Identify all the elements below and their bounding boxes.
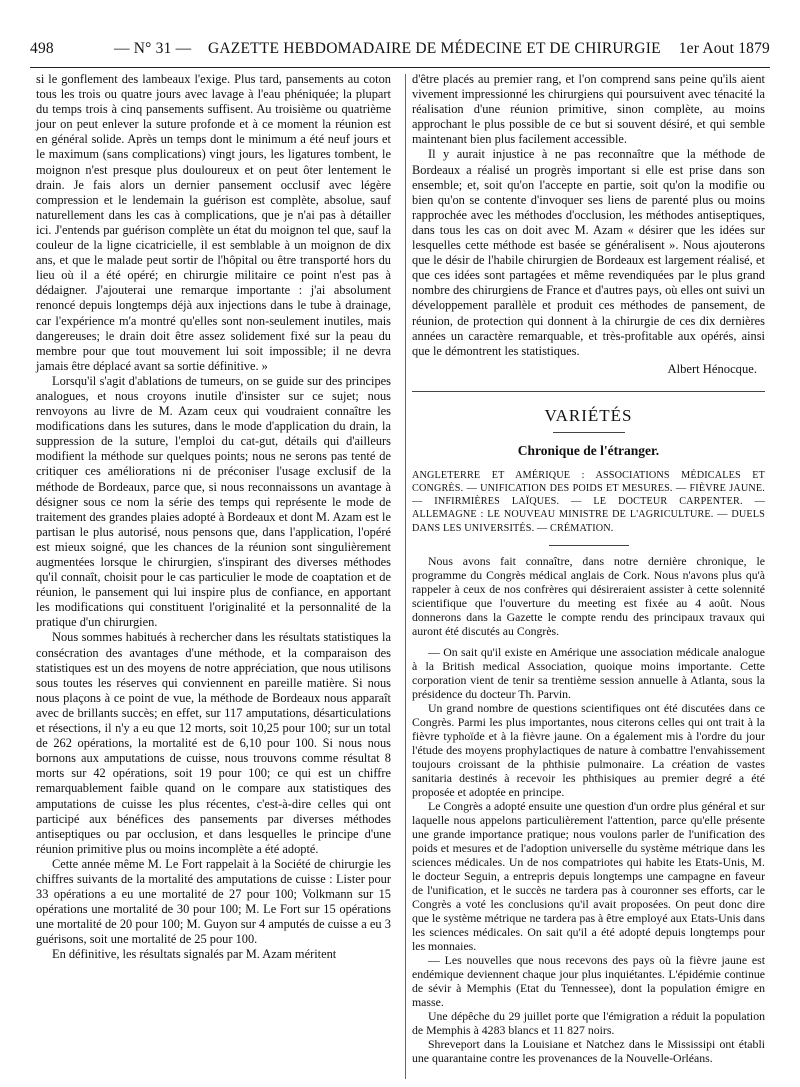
left-column — [36, 72, 391, 963]
header-rule — [30, 67, 770, 68]
running-header — [30, 40, 770, 64]
column-divider — [405, 74, 406, 1079]
paragraph: Cette année même M. Le Fort rappelait à la Société de chirurgie les chiffres suivants de la mortalité des amputations de cuisse : Lister pour 33 opérations a eu une mortalité de 27 pour 100; Volkmann sur 15 opérations une mortalité de 30 pour 100; M. Le Fort sur 15 opérations une mortalité de 20 pour 100; M. Guyon sur 4 amputés de cuisse a eu 3 guérisons, soit une mortalité de 25 pour 100. — [36, 856, 391, 947]
paragraph: Nous avons fait connaître, dans notre dernière chronique, le programme du Congrès médical anglais de Cork. Nous n'avons plus qu'à rappeler à ceux de nos confrères qui désireraient assister à cette solennité scientifique que l'ouverture du meeting est fixée au 4 août. Nous donnerons dans la Gazette le compte rendu des principaux travaux qui auront été discutés au Congrès. — [412, 553, 765, 638]
paragraph: Une dépêche du 29 juillet porte que l'émigration a réduit la population de Memphis à 4283 blancs et 11 827 noirs. — [412, 1008, 765, 1037]
paragraph: d'être placés au premier rang, et l'on comprend sans peine qu'ils aient vivement impressionné les chirurgiens qui poursuivent avec ténacité la réalisation d'une réunion primitive, sinon complète, au moins approchant le plus possible de ce but si souvent désiré, et qui semble maintenant bien plus facilement accessible. — [412, 72, 765, 147]
section-title-varietes: VARIÉTÉS — [544, 405, 633, 425]
journal-title: GAZETTE HEBDOMADAIRE DE MÉDECINE ET DE CHIRURGIE — [208, 40, 661, 57]
paragraph: Le Congrès a adopté ensuite une question d'un ordre plus général et sur laquelle nous appelons particulièrement l'attention, parce qu'elle présente une grande importance pratique; nous voulons parler de l'unification des poids et mesures et de l'adoption universelle du système métrique dans les sciences médicales. Un de nos compatriotes qui habite les Etats-Unis, M. le docteur Seguin, a entrepris depuis longtemps une campagne en faveur de l'unification, et le succès ne tardera pas à couronner ses efforts, car le Congrès a voté les conclusions qu'il avait proposées. On peut donc dire que le système métrique ne tardera pas à être employé aux Etats-Unis dans les sciences médicales. On sait qu'il a été adopté depuis longtemps pour les monnaies. — [412, 798, 765, 953]
right-column — [412, 72, 765, 1065]
author-signature: Albert Hénocque. — [667, 361, 757, 376]
chronique-summary: ANGLETERRE ET AMÉRIQUE : ASSOCIATIONS MÉDICALES ET CONGRÈS. — UNIFICATION DES POIDS ET MESURES. — FIÈVRE JAUNE. — INFIRMIÈRES LAÏQUES. — LE DOCTEUR CARPENTER. — ALLEMAGNE : LE NOUVEAU MINISTRE DE L'AGRICULTURE. — DUELS DANS LES UNIVERSITÉS. — CRÉMATION. — [412, 469, 765, 534]
paragraph: — On sait qu'il existe en Amérique une association médicale analogue à la British medical Association, quoique moins importante. Cette corporation vient de tenir sa trentième session annuelle à Atlanta, sous la présidence du docteur Th. Parvin. — [412, 644, 765, 701]
title-rule — [553, 432, 625, 433]
paragraph: — Les nouvelles que nous recevons des pays où la fièvre jaune est endémique deviennent chaque jour plus inquiétantes. L'épidémie continue de sévir à Memphis (Etat du Tennessee), dont la population émigre en masse. — [412, 952, 765, 1009]
paragraph: Un grand nombre de questions scientifiques ont été discutées dans ce Congrès. Parmi les plus importantes, nous citerons celles qui ont trait à la fièvre typhoïde et à la fièvre jaune. On a également mis à l'ordre du jour l'étude des moyens prophylactiques de nature à combattre l'envahissement toujours croissant de la phthisie pulmonaire. La création de vastes sanitaria destinés à recevoir les phthisiques au premier degré a été proposée et adoptée en principe. — [412, 700, 765, 799]
page-number: 498 — [30, 40, 54, 57]
summary-rule — [549, 545, 629, 546]
paragraph: Lorsqu'il s'agit d'ablations de tumeurs, on se guide sur des principes analogues, et nous croyons inutile d'insister sur ce sujet; nous renvoyons au livre de M. Azam ceux qui voudraient connaître les modifications dans les sutures, dans le mode d'application du drain, la suppression de la suture, l'emploi du cat-gut, détails qui d'ailleurs modifient la méthode sur quelques points; nous ne serons pas tenté de critiquer ces améliorations ni de préconiser l'usage exclusif de la méthode de Bordeaux, parce que, si nous reconnaissons un avantage à désigner sous ce nom la série des temps qui représente le mode de traitement des grandes plaies adopté à Bordeaux et dont M. Azam est le partisan le plus autorisé, nous pensons que, dans l'application, l'opéré est mieux soigné, que les chances de la réunion sont singulièrement augmentées lorsque le chirurgien, s'inspirant des diverses méthodes qu'il connaît, choisit pour le cas particulier le mode de coaptation et de réunion, le pansement qui lui inspire plus de confiance, en apportant les modifications qui constituent l'originalité et la personnalité de la pratique d'un chirurgien. — [36, 373, 391, 630]
paragraph: En définitive, les résultats signalés par M. Azam méritent — [52, 947, 337, 962]
paragraph: Nous sommes habitués à rechercher dans les résultats statistiques la consécration des avantages d'une méthode, et la comparaison des statistiques est un des moyens de notre appréciation, que nous utilisons sous toutes les réserves qui conviennent en pareille matière. Si nous nous plaçons à ce point de vue, la méthode de Bordeaux nous apparaît avec de brillants succès; en effet, sur 117 amputations, désarticulations et résections, il n'y a eu que 12 morts, soit 10,25 pour 100; sur un total de 262 opérations, la mortalité est de 6,10 pour 100. Si nous nous bornons aux amputations de cuisse, nous trouvons comme résultat 8 morts sur 42 opérations, soit 19 pour 100; ce qui est un chiffre remarquablement faible quand on le compare aux statistiques des amputations de cuisse les plus récentes, c'est-à-dire celles qui ont participé aux bénéfices des pansements par diverses méthodes antiseptiques ou par occlusion, et dans lesquelles le principe d'une réunion primitive plus ou moins incomplète a été adopté. — [36, 630, 391, 856]
paragraph: Il y aurait injustice à ne pas reconnaître que la méthode de Bordeaux a réalisé un progrès important si elle est prise dans son ensemble; et, soit qu'on l'accepte en partie, soit qu'on la modifie ou bien qu'on se contente d'invoquer ses liens de parenté plus ou moins rapprochée avec les méthodes d'occlusion, les méthodes antiseptiques, dans tous les cas on doit avec M. Azam « désirer que les idées sur lesquelles cette méthode est basée se généralisent ». Nous ajouterons que le désir de l'habile chirurgien de Bordeaux est largement réalisé, et que ces idées sont partagées et même revendiquées par le plus grand nombre des chirurgiens de France et d'autres pays, où elles ont suivi un développement parallèle et produit ces méthodes de pansement, de réunion, de protection qui donnent à la chirurgie de ces dix dernières années un caractère remarquable, et très-profitable aux opérés, ainsi que le démontrent les statistiques. — [412, 147, 765, 358]
chronique-title: Chronique de l'étranger. — [517, 442, 660, 458]
issue-date: 1er Aout 1879 — [678, 40, 770, 57]
issue-number: — N° 31 — — [114, 40, 192, 57]
paragraph: Shreveport dans la Louisiane et Natchez dans le Mississipi ont établi une quarantaine contre les provenances de la Nouvelle-Orléans. — [412, 1036, 765, 1065]
paragraph: si le gonflement des lambeaux l'exige. Plus tard, pansements au coton tous les trois ou quatre jours avec lavage à l'eau phéniquée; la plupart du temps trois à cinq pansements suffisent. Au troisième ou quatrième jour on peut enlever la suture profonde et à ce moment la réunion est en général solide. Après un temps dont le minimum a été neuf jours et le maximum (sans complications) vingt jours, les ligatures tombent, le moignon n'est presque plus douloureux et on peut ôter lentement le drain. Je fais alors un dernier pansement occlusif avec légère compression et le lendemain la guérison est complète, absolue, sauf naturellement dans les cas à complications, que je n'ai pas à détailler ici. J'entends par guérison complète un état du moignon tel que, sauf la couleur de la ligne cicatricielle, il est semblable à un moignon de dix ans, et que le malade peut sortir de l'hôpital ou être transporté hors du lieu où il a été opéré; en chirurgie militaire ce point n'est pas à dédaigner. J'ajouterai une remarque importante : j'ai absolument renoncé depuis longtemps déjà aux injections dans le tube à drainage, car l'expérience m'a montré qu'elles sont non-seulement inutiles, mais dangereuses; le drain doit être assez solidement fixé sur la peau du membre pour que tout mouvement lui soit impossible; il ne devra jamais être déplacé avant sa sortie définitive. » — [36, 72, 391, 373]
section-separator — [412, 391, 765, 392]
